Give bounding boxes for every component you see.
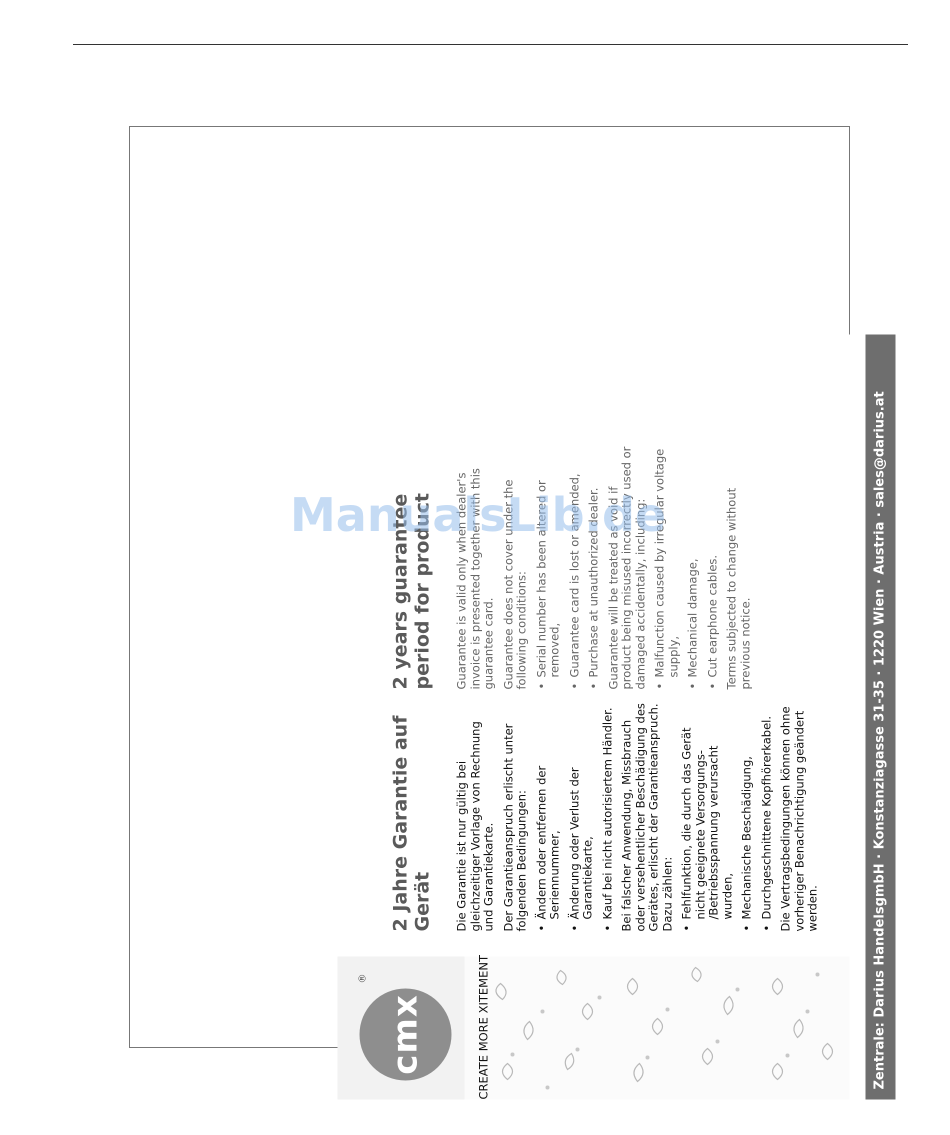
german-conditions-lead: Der Garantieanspruch erlischt unter folgenden Bedingungen:: [501, 723, 529, 932]
top-rule: [73, 44, 908, 45]
document-frame: [129, 126, 888, 1100]
german-column: [338, 702, 827, 932]
english-closing: Terms subjected to change without previous notice.: [724, 487, 752, 690]
footer-address-bar: Zentrale: Darius HandelsgmbH · Konstanziagasse 31-35 · 1220 Wien · Austria · sales@darius.at: [866, 335, 896, 1100]
list-item: • Ändern oder entfernen der Seriennummer,: [535, 702, 562, 932]
list-item: • Änderung oder Verlust der Garantiekarte,: [568, 702, 595, 932]
english-misuse-list: [654, 440, 720, 690]
english-column: [338, 440, 759, 690]
registered-mark: ®: [357, 973, 369, 984]
german-misuse-list: [681, 702, 774, 932]
list-item: • Purchase at unauthorized dealer.: [588, 440, 602, 690]
list-item: • Durchgeschnittene Kopfhörerkabel.: [760, 702, 774, 932]
german-closing: Die Vertragsbedingungen können ohne vorheriger Benachrichtigung geändert werden.: [778, 706, 820, 932]
list-item: • Guarantee card is lost or amended,: [568, 440, 582, 690]
cmx-logo: cmx: [360, 989, 452, 1081]
english-conditions-lead: Guarantee does not cover under the following conditions:: [501, 479, 529, 690]
decorative-pattern-panel: [338, 957, 850, 1100]
english-intro: Guarantee is valid only when dealer's invoice is presented together with this guarantee card.: [454, 468, 496, 690]
english-conditions-list: [535, 440, 601, 690]
list-item: • Mechanical damage,: [687, 440, 701, 690]
list-item: • Kauf bei nicht autorisiertem Händler.: [601, 702, 615, 932]
english-title: 2 years guarantee period for product: [389, 493, 434, 690]
guarantee-card: [338, 335, 903, 1100]
logo-box: [338, 957, 465, 1100]
list-item: • Malfunction caused by irregular voltage supply,: [654, 440, 681, 690]
list-item: • Cut earphone cables.: [706, 440, 720, 690]
english-misuse-lead: Guarantee will be treated as void if product being misused incorrectly used or damaged accidentally, including:: [606, 446, 647, 690]
watermark: ManualsLib.de: [290, 488, 667, 542]
german-conditions-list: [535, 702, 615, 932]
list-item: • Serial number has been altered or removed,: [535, 440, 562, 690]
german-misuse-lead: Bei falscher Anwendung, Missbrauch oder versehentlicher Beschädigung des Gerätes, erlischt der Garantieanspruch. Dazu zählen:: [619, 703, 674, 932]
tagline: CREATE MORE XITEMENT: [476, 955, 491, 1100]
list-item: • Mechanische Beschädigung,: [741, 702, 755, 932]
german-intro: Die Garantie ist nur gültig bei gleichzeitiger Vorlage von Rechnung und Garantiekarte.: [454, 721, 496, 932]
german-title: 2 Jahre Garantie auf Gerät: [389, 715, 434, 932]
list-item: • Fehlfunktion, die durch das Gerät nicht geeignete Versorgungs- /Betriebsspannung verursacht wurden,: [681, 702, 735, 932]
